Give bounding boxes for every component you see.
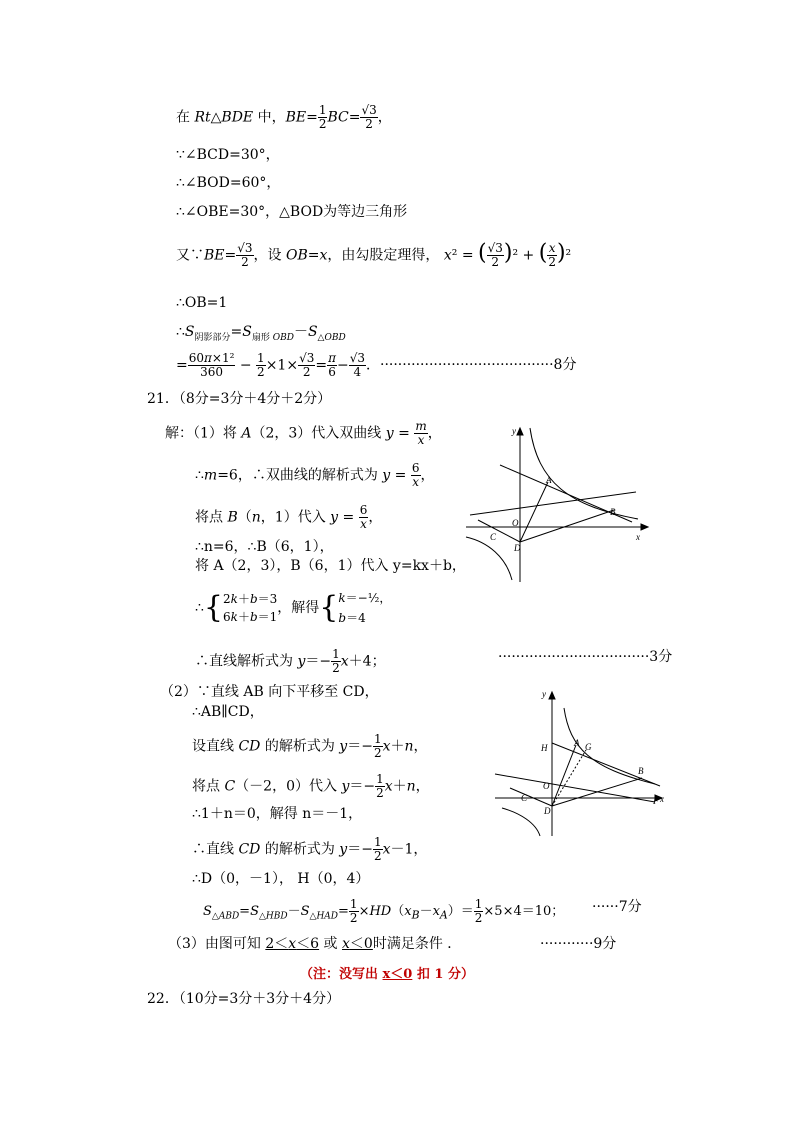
fig1-label-o: O bbox=[512, 518, 519, 528]
fig2-label-h: H bbox=[541, 743, 548, 753]
line-area-result: = $\frac{\text{60π×1²}}{360}$ − $\frac{1}{2}$ ×1× $\frac{√3}{2}$ = $\frac{\pi}{6}$ − $\frac{√3}{4}$ ． bbox=[176, 351, 380, 379]
fig2-label-o: O bbox=[543, 781, 550, 791]
q21-p2-l2: ∴AB∥CD， bbox=[192, 704, 264, 720]
fig1-label-d: D bbox=[514, 543, 521, 553]
q21-p2-l7: ∴D（0，－1）， H（0，4） bbox=[192, 871, 370, 887]
q21-p2-l8: $S_{\triangle ABD}=S_{\triangle HBD}-S_{\triangle HAD}=$ $\frac{1}{2}$ $\times HD(x_B-x_A)=$ $\frac{1}{2}$ ×5×4＝10； bbox=[203, 897, 565, 925]
q21-p2-l4: 将点 C（－2，0）代入 y＝− $\frac{1}{2}$ x＋n， bbox=[192, 772, 430, 800]
line-rt-bde: 在 Rt△BDE 中，BE= $\frac{1}{2}$ BC= $\frac{√3}{2}$ ， bbox=[176, 103, 392, 131]
figure-hyperbola-1 bbox=[458, 422, 658, 587]
fig2-label-y: y bbox=[542, 689, 546, 699]
fig2-label-c: C bbox=[521, 793, 528, 803]
score-9: ············9分 bbox=[540, 936, 617, 952]
line-angle-bod: ∴∠BOD=60°， bbox=[176, 175, 281, 191]
q21-note: （注：没写出 x＜0 扣 1 分） bbox=[300, 967, 474, 982]
q21-p2-l1: （2）∵直线 AB 向下平移至 CD， bbox=[160, 684, 379, 700]
fig1-label-b: B bbox=[610, 507, 616, 517]
line-angle-obe: ∴∠OBE=30°，△BOD为等边三角形 bbox=[176, 204, 408, 220]
fig2-label-f: F bbox=[653, 796, 659, 806]
q22-header: 22．（10分=3分＋3分＋4分） bbox=[147, 991, 341, 1007]
q21-p1-l6: ∴直线解析式为 y＝− $\frac{1}{2}$ x＋4； bbox=[195, 647, 386, 675]
fig1-label-a: A bbox=[546, 475, 552, 485]
score-3: ··································3分 bbox=[498, 649, 673, 665]
fig2-label-d: D bbox=[544, 806, 551, 816]
fig2-label-b: B bbox=[638, 766, 644, 776]
q21-p2-l5: ∴1＋n＝0，解得 n＝－1， bbox=[192, 806, 363, 822]
q21-p1-l5: 将 A（2，3），B（6，1）代入 y=kx＋b， bbox=[195, 558, 466, 574]
line-angle-bcd: ∵∠BCD=30°， bbox=[176, 147, 280, 163]
q21-p1-system: ∴{2k＋b＝3 6k＋b＝1，解得{k＝−½， b＝4 bbox=[195, 590, 392, 625]
fig2-label-x: x bbox=[660, 794, 664, 804]
q21-p2-l6: ∴直线 CD 的解析式为 y＝− $\frac{1}{2}$ x－1， bbox=[192, 835, 428, 863]
q21-p1-l4: ∴n=6，∴B（6，1）， bbox=[195, 539, 334, 555]
figure-hyperbola-2 bbox=[490, 688, 670, 838]
fig1-label-x: x bbox=[636, 532, 640, 542]
line-pythagoras: 又∵BE= $\frac{√3}{2}$ ，设 OB=x，由勾股定理得， x² = ( $\frac{√3}{2}$ )² + ( $\frac{x}{2}$ )² bbox=[176, 240, 572, 269]
score-8: ·······································8分 bbox=[380, 357, 577, 373]
q21-p1-l3: 将点 B（n，1）代入 y = $\frac{6}{x}$ ， bbox=[195, 503, 383, 531]
line-ob-equals: ∴OB=1 bbox=[176, 295, 228, 311]
score-7: ······7分 bbox=[592, 899, 642, 915]
fig1-label-c: C bbox=[490, 532, 497, 542]
q21-p2-l3: 设直线 CD 的解析式为 y＝− $\frac{1}{2}$ x＋n， bbox=[192, 732, 428, 760]
fig2-label-a: A bbox=[574, 738, 580, 748]
fig2-label-g: G bbox=[585, 742, 592, 752]
fig1-label-y: y bbox=[512, 426, 516, 436]
q21-header: 21．（8分=3分＋4分＋2分） bbox=[147, 391, 332, 407]
q21-p1-l2: ∴m=6，∴双曲线的解析式为 y = $\frac{6}{x}$ ， bbox=[195, 461, 435, 489]
q21-p1-l1: 解：（1）将 A（2，3）代入双曲线 y = $\frac{m}{x}$ ， bbox=[165, 419, 442, 447]
q21-p3-l1: （3）由图可知 2＜x＜6 或 x＜0时满足条件 ． bbox=[168, 936, 462, 952]
line-shaded-area: $\therefore S_{阴影部分}=S_{扇形 OBD}-S_{\triangle OBD}$ bbox=[176, 324, 346, 343]
